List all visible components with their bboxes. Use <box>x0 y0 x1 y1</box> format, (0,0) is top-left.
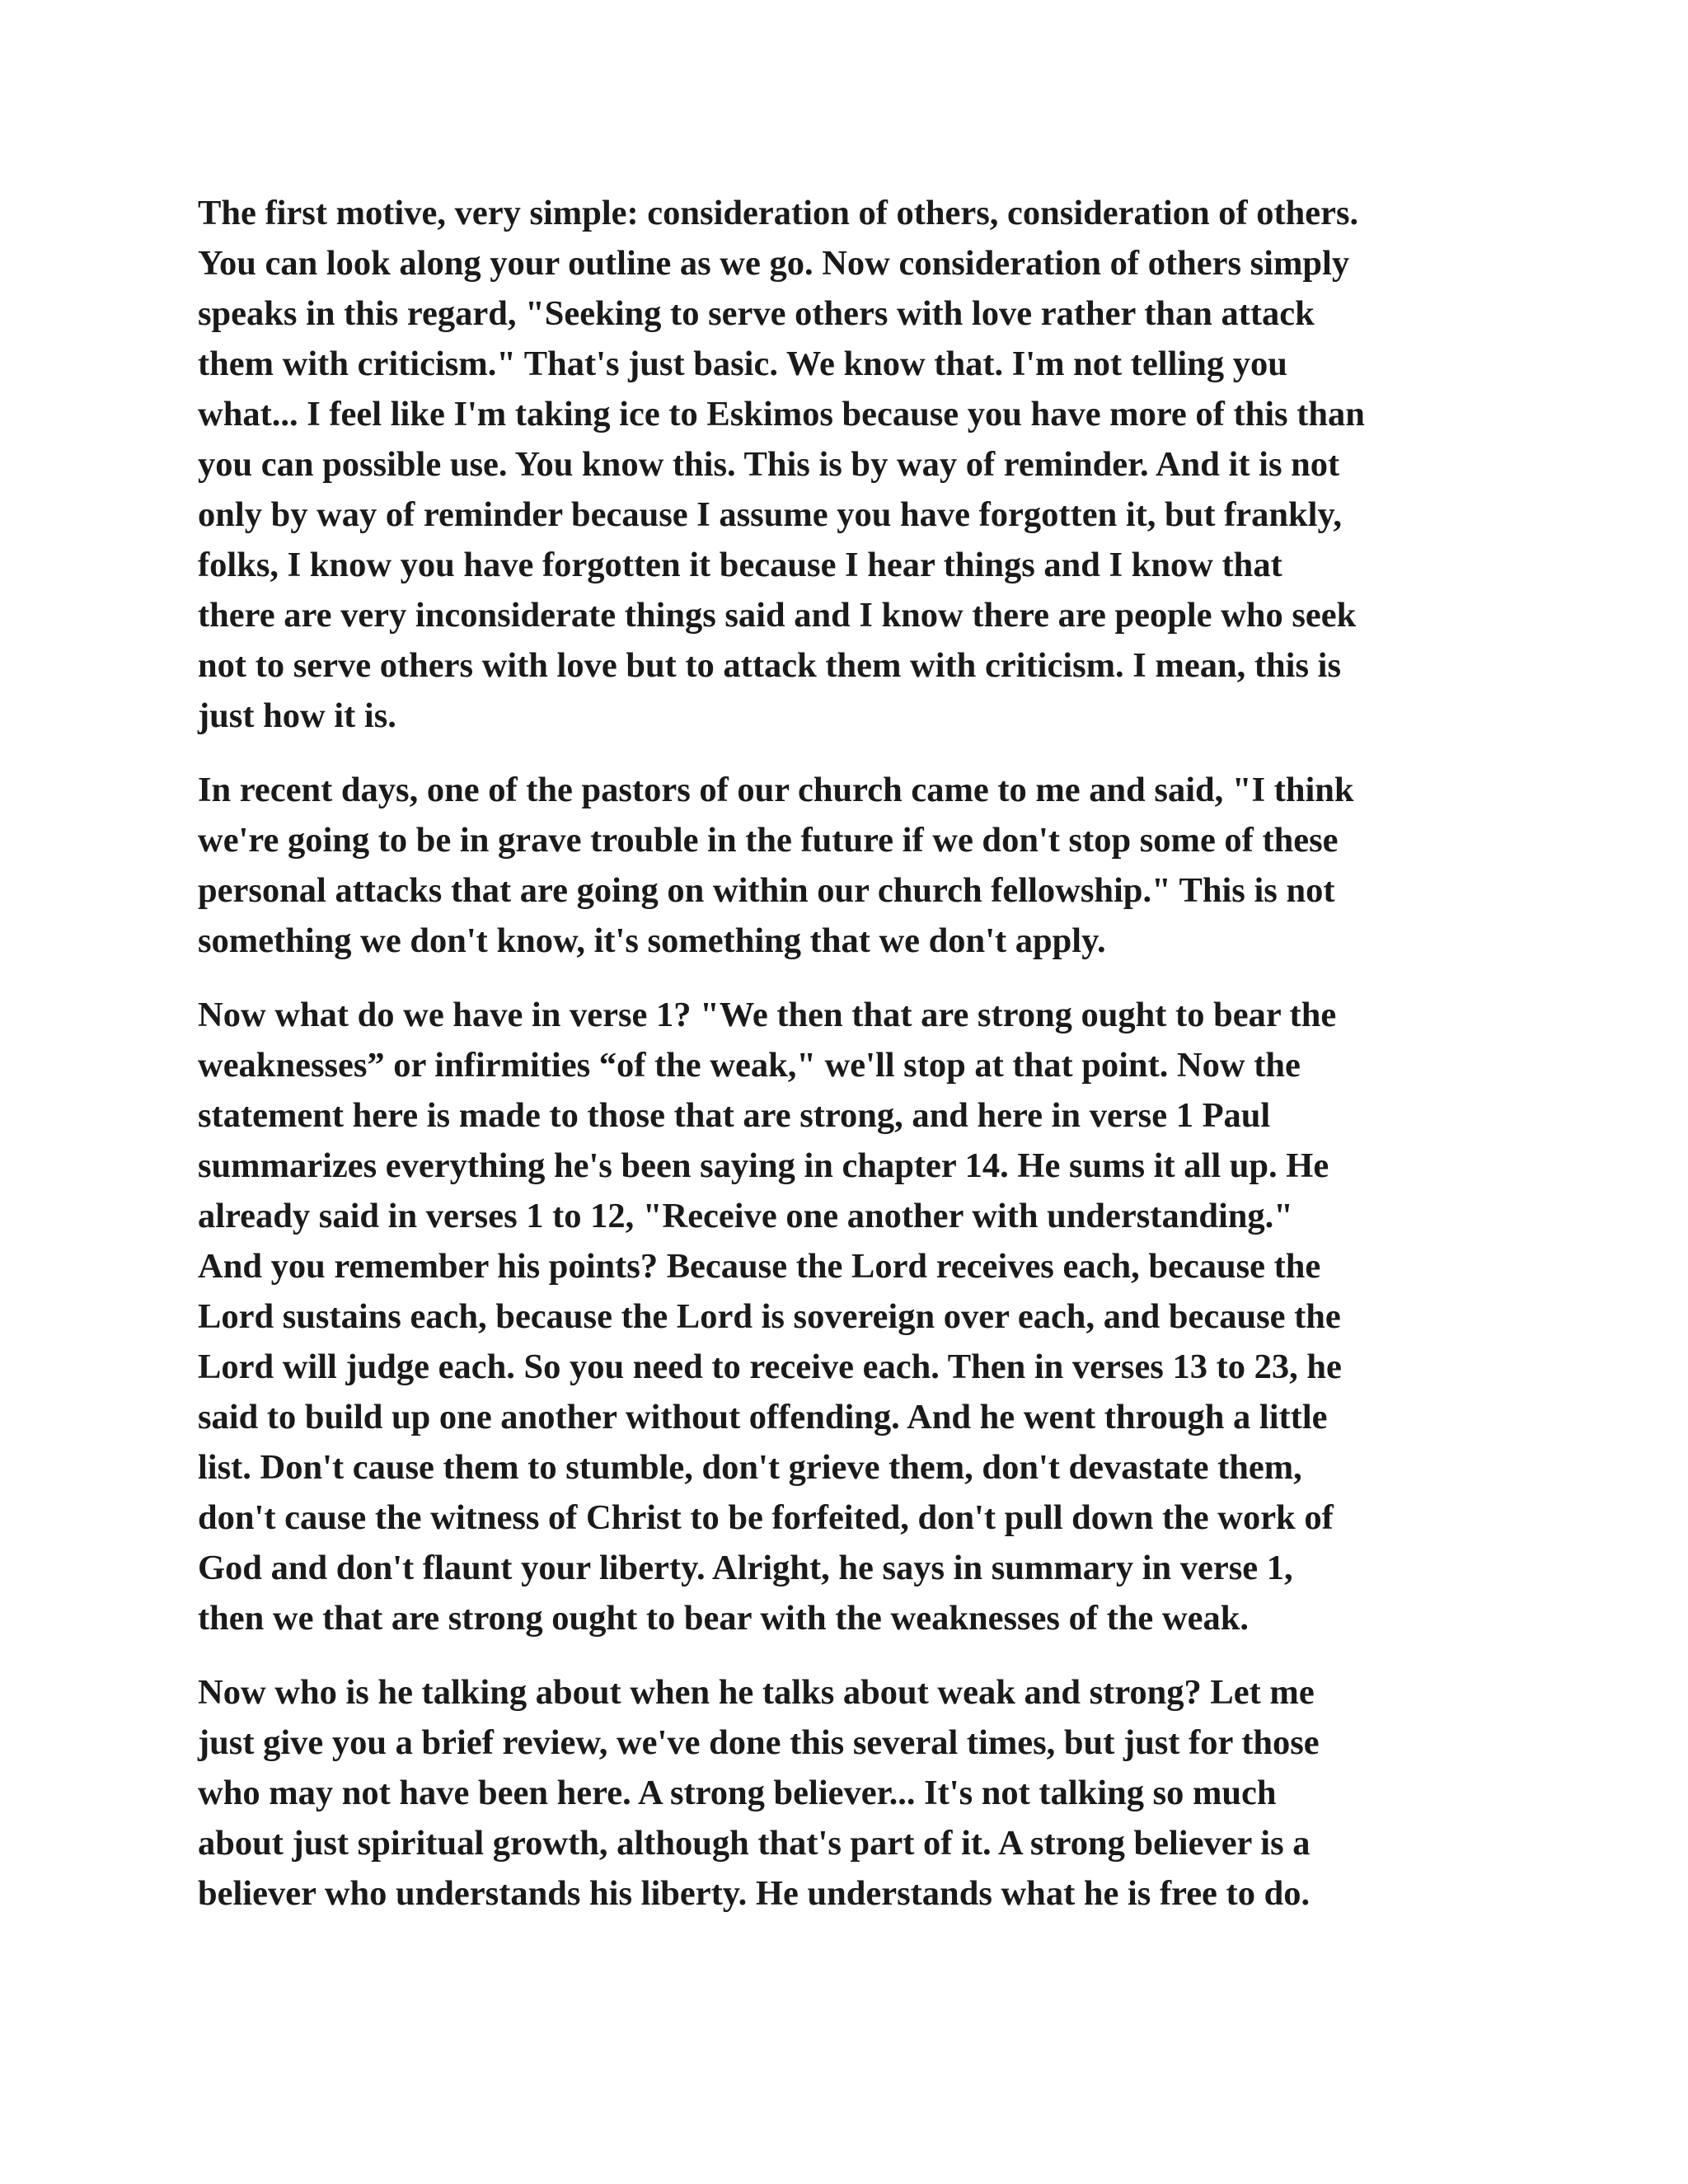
text-line: Now who is he talking about when he talks about weak and strong? Let me <box>198 1673 1315 1712</box>
document-body <box>198 188 1484 1943</box>
paragraph-1 <box>198 188 1484 741</box>
text-line: believer who understands his liberty. He understands what he is free to do. <box>198 1874 1311 1913</box>
text-line: you can possible use. You know this. This is by way of reminder. And it is not <box>198 445 1340 484</box>
text-line: not to serve others with love but to attack them with criticism. I mean, this is <box>198 646 1341 685</box>
text-line: who may not have been here. A strong believer... It's not talking so much <box>198 1774 1277 1812</box>
text-line: something we don't know, it's something that we don't apply. <box>198 921 1106 960</box>
text-line: just give you a brief review, we've done this several times, but just for those <box>198 1723 1320 1762</box>
text-line: summarizes everything he's been saying in chapter 14. He sums it all up. He <box>198 1146 1329 1185</box>
text-line: already said in verses 1 to 12, "Receive one another with understanding." <box>198 1197 1293 1235</box>
text-line: just how it is. <box>198 696 396 735</box>
text-line: only by way of reminder because I assume you have forgotten it, but frankly, <box>198 495 1342 534</box>
text-line: there are very inconsiderate things said and I know there are people who seek <box>198 596 1357 635</box>
text-line: said to build up one another without offending. And he went through a little <box>198 1398 1328 1436</box>
paragraph-3 <box>198 990 1484 1643</box>
text-line: weaknesses” or infirmities “of the weak," we'll stop at that point. Now the <box>198 1046 1301 1085</box>
text-line: statement here is made to those that are strong, and here in verse 1 Paul <box>198 1096 1271 1135</box>
text-line: And you remember his points? Because the Lord receives each, because the <box>198 1247 1321 1286</box>
text-line: speaks in this regard, "Seeking to serve others with love rather than attack <box>198 294 1315 333</box>
text-line: don't cause the witness of Christ to be forfeited, don't pull down the work of <box>198 1498 1334 1537</box>
text-line: we're going to be in grave trouble in the future if we don't stop some of these <box>198 821 1339 860</box>
text-line: them with criticism." That's just basic. We know that. I'm not telling you <box>198 344 1287 383</box>
text-line: then we that are strong ought to bear with the weaknesses of the weak. <box>198 1599 1249 1638</box>
text-line: list. Don't cause them to stumble, don't grieve them, don't devastate them, <box>198 1448 1302 1487</box>
paragraph-2 <box>198 765 1484 966</box>
text-line: what... I feel like I'm taking ice to Eskimos because you have more of this than <box>198 395 1365 434</box>
text-line: God and don't flaunt your liberty. Alright, he says in summary in verse 1, <box>198 1549 1293 1587</box>
text-line: about just spiritual growth, although that's part of it. A strong believer is a <box>198 1824 1311 1863</box>
text-line: In recent days, one of the pastors of our church came to me and said, "I think <box>198 771 1354 809</box>
text-line: folks, I know you have forgotten it because I hear things and I know that <box>198 546 1282 584</box>
paragraph-4 <box>198 1667 1484 1919</box>
text-line: Now what do we have in verse 1? "We then that are strong ought to bear the <box>198 996 1337 1034</box>
text-line: Lord will judge each. So you need to receive each. Then in verses 13 to 23, he <box>198 1347 1342 1386</box>
text-line: You can look along your outline as we go. Now consideration of others simply <box>198 244 1350 283</box>
text-line: personal attacks that are going on within our church fellowship." This is not <box>198 871 1335 910</box>
text-line: Lord sustains each, because the Lord is sovereign over each, and because the <box>198 1297 1341 1336</box>
text-line: The first motive, very simple: consideration of others, consideration of others. <box>198 194 1359 232</box>
